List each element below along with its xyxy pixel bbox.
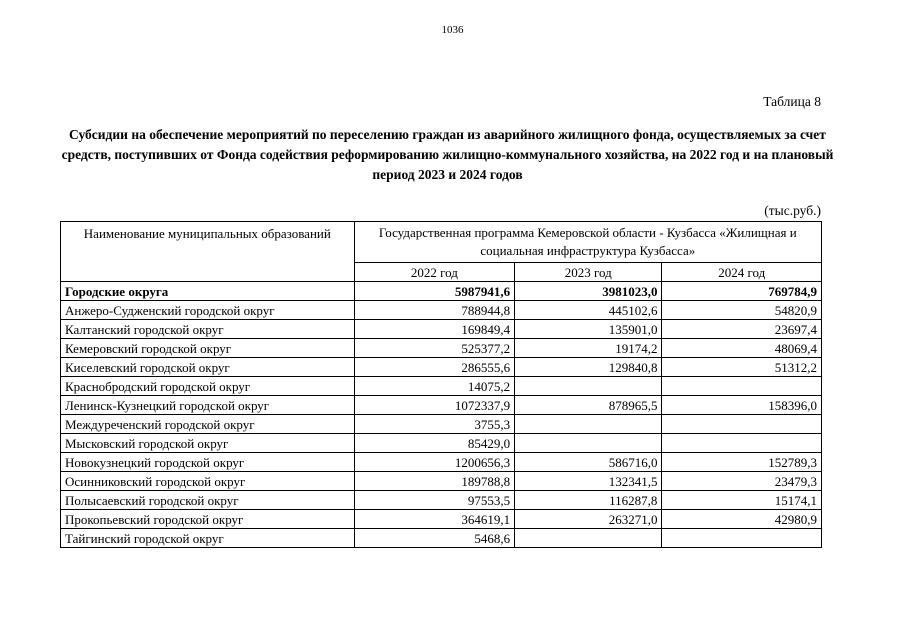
subsidy-table	[60, 221, 822, 548]
value-2022: 3755,3	[354, 415, 515, 434]
value-2022: 1072337,9	[354, 396, 515, 415]
value-2024: 51312,2	[662, 358, 822, 377]
municipality-name: Кемеровский городской округ	[61, 339, 355, 358]
value-2023: 263271,0	[515, 510, 662, 529]
table-row	[61, 301, 822, 320]
table-row	[61, 529, 822, 548]
name-column-header: Наименование муниципальных образований	[61, 222, 355, 282]
value-2023: 586716,0	[515, 453, 662, 472]
value-2023: 132341,5	[515, 472, 662, 491]
table-row	[61, 415, 822, 434]
table-row	[61, 339, 822, 358]
value-2023	[515, 377, 662, 396]
municipality-name: Краснобродский городской округ	[61, 377, 355, 396]
document-title: Субсидии на обеспечение мероприятий по переселению граждан из аварийного жилищного фонда, осуществляемых за счет средств, поступивших от Фонда содействия реформированию жилищно-коммунального хозяйства, на 2022 год и на плановый период 2023 и 2024 годов	[61, 127, 834, 182]
table-row	[61, 320, 822, 339]
value-2023	[515, 415, 662, 434]
municipality-name: Осинниковский городской округ	[61, 472, 355, 491]
municipality-name: Киселевский городской округ	[61, 358, 355, 377]
value-2022: 85429,0	[354, 434, 515, 453]
value-2024: 23479,3	[662, 472, 822, 491]
table-row	[61, 453, 822, 472]
total-row	[61, 282, 822, 301]
value-2022: 525377,2	[354, 339, 515, 358]
municipality-name: Новокузнецкий городской округ	[61, 453, 355, 472]
units-label: (тыс.руб.)	[764, 203, 821, 218]
value-2023: 3981023,0	[515, 282, 662, 301]
table-body	[61, 282, 822, 548]
table-row	[61, 358, 822, 377]
value-2024	[662, 415, 822, 434]
municipality-name: Калтанский городской округ	[61, 320, 355, 339]
value-2022: 14075,2	[354, 377, 515, 396]
value-2024	[662, 377, 822, 396]
value-2024: 152789,3	[662, 453, 822, 472]
value-2022: 169849,4	[354, 320, 515, 339]
value-2022: 364619,1	[354, 510, 515, 529]
value-2022: 1200656,3	[354, 453, 515, 472]
table-row	[61, 434, 822, 453]
value-2023: 445102,6	[515, 301, 662, 320]
value-2024: 23697,4	[662, 320, 822, 339]
municipality-name: Городские округа	[61, 282, 355, 301]
year-header-2023: 2023 год	[515, 263, 662, 282]
value-2023: 135901,0	[515, 320, 662, 339]
value-2024: 769784,9	[662, 282, 822, 301]
value-2024: 42980,9	[662, 510, 822, 529]
municipality-name: Прокопьевский городской округ	[61, 510, 355, 529]
municipality-name: Тайгинский городской округ	[61, 529, 355, 548]
value-2024: 158396,0	[662, 396, 822, 415]
page-number: 1036	[441, 24, 464, 36]
table-row	[61, 472, 822, 491]
municipality-name: Полысаевский городской округ	[61, 491, 355, 510]
table-label: Таблица 8	[763, 94, 821, 109]
value-2024: 15174,1	[662, 491, 822, 510]
value-2023: 116287,8	[515, 491, 662, 510]
table-row	[61, 377, 822, 396]
value-2022: 788944,8	[354, 301, 515, 320]
value-2024	[662, 529, 822, 548]
value-2023	[515, 529, 662, 548]
value-2022: 97553,5	[354, 491, 515, 510]
year-header-2024: 2024 год	[662, 263, 822, 282]
municipality-name: Анжеро-Судженский городской округ	[61, 301, 355, 320]
value-2024: 54820,9	[662, 301, 822, 320]
municipality-name: Междуреченский городской округ	[61, 415, 355, 434]
municipality-name: Ленинск-Кузнецкий городской округ	[61, 396, 355, 415]
value-2022: 5468,6	[354, 529, 515, 548]
value-2024	[662, 434, 822, 453]
value-2022: 5987941,6	[354, 282, 515, 301]
value-2023: 129840,8	[515, 358, 662, 377]
municipality-name: Мысковский городской округ	[61, 434, 355, 453]
value-2022: 286555,6	[354, 358, 515, 377]
table-row	[61, 396, 822, 415]
year-header-2022: 2022 год	[354, 263, 515, 282]
value-2024: 48069,4	[662, 339, 822, 358]
value-2022: 189788,8	[354, 472, 515, 491]
table-row	[61, 510, 822, 529]
table-row	[61, 491, 822, 510]
value-2023	[515, 434, 662, 453]
value-2023: 19174,2	[515, 339, 662, 358]
value-2023: 878965,5	[515, 396, 662, 415]
program-header: Государственная программа Кемеровской области - Кузбасса «Жилищная и социальная инфраструктура Кузбасса»	[354, 222, 821, 263]
